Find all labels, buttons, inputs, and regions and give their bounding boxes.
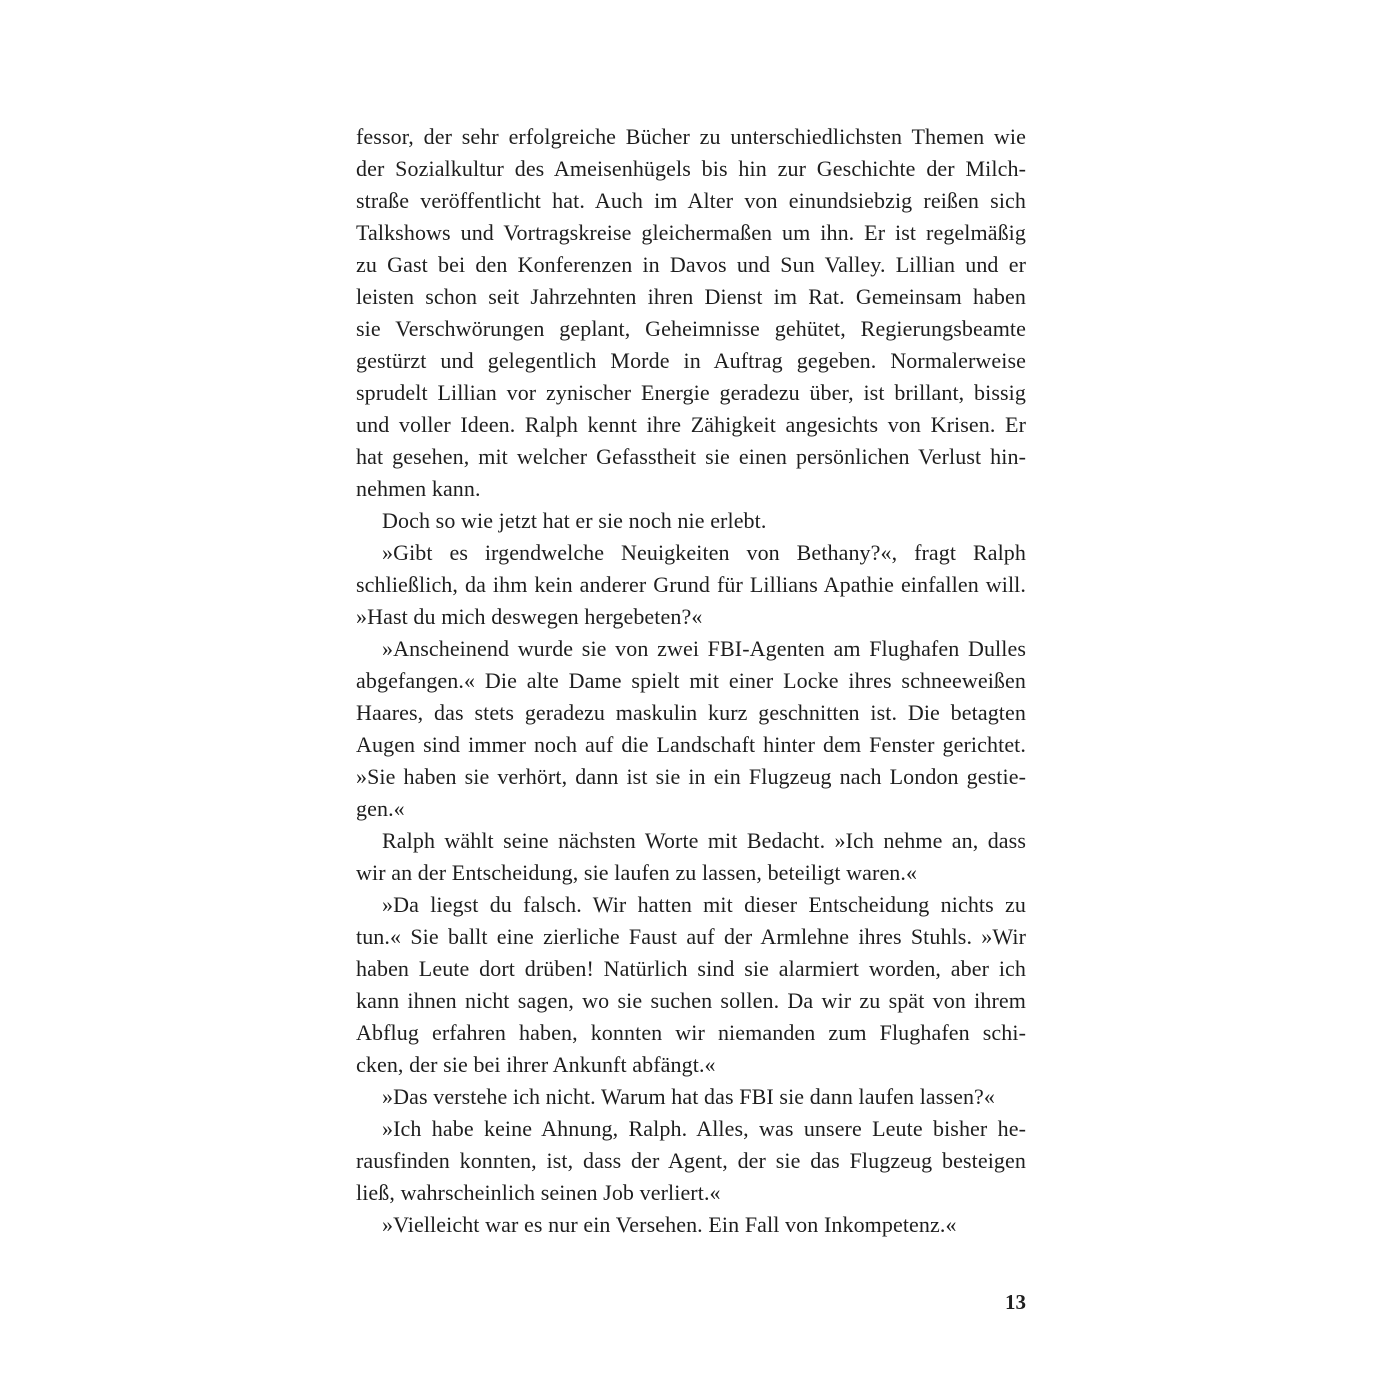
text-line: »Ich habe keine Ahnung, Ralph. Alles, was unsere Leute bisher he- <box>382 1116 1026 1141</box>
text-line: und voller Ideen. Ralph kennt ihre Zähigkeit angesichts von Krisen. Er <box>356 412 1026 437</box>
text-line: Doch so wie jetzt hat er sie noch nie erlebt. <box>382 508 767 533</box>
text-line: »Das verstehe ich nicht. Warum hat das FBI sie dann laufen lassen?« <box>382 1084 996 1109</box>
page-number: 13 <box>1005 1290 1026 1314</box>
text-line: Talkshows und Vortragskreise gleichermaßen um ihn. Er ist regelmäßig <box>356 220 1026 245</box>
text-line: »Sie haben sie verhört, dann ist sie in ein Flugzeug nach London gestie- <box>356 764 1026 789</box>
text-line: abgefangen.« Die alte Dame spielt mit einer Locke ihres schneeweißen <box>356 668 1026 693</box>
text-line: »Da liegst du falsch. Wir hatten mit dieser Entscheidung nichts zu <box>382 892 1026 917</box>
text-line: tun.« Sie ballt eine zierliche Faust auf der Armlehne ihres Stuhls. »Wir <box>356 924 1026 949</box>
text-line: »Hast du mich deswegen hergebeten?« <box>356 604 703 629</box>
text-line: haben Leute dort drüben! Natürlich sind sie alarmiert worden, aber ich <box>356 956 1026 981</box>
text-line: der Sozialkultur des Ameisenhügels bis hin zur Geschichte der Milch- <box>356 156 1026 181</box>
text-line: nehmen kann. <box>356 476 481 501</box>
text-line: rausfinden konnten, ist, dass der Agent, der sie das Flugzeug besteigen <box>356 1148 1026 1173</box>
text-line: hat gesehen, mit welcher Gefasstheit sie einen persönlichen Verlust hin- <box>356 444 1026 469</box>
text-line: straße veröffentlicht hat. Auch im Alter von einundsiebzig reißen sich <box>356 188 1026 213</box>
text-line: »Anscheinend wurde sie von zwei FBI-Agenten am Flughafen Dulles <box>382 636 1026 661</box>
text-line: gen.« <box>356 796 405 821</box>
text-line: kann ihnen nicht sagen, wo sie suchen sollen. Da wir zu spät von ihrem <box>356 988 1026 1013</box>
text-line: Ralph wählt seine nächsten Worte mit Bedacht. »Ich nehme an, dass <box>382 828 1026 853</box>
text-line: »Gibt es irgendwelche Neuigkeiten von Bethany?«, fragt Ralph <box>382 540 1026 565</box>
text-line: ließ, wahrscheinlich seinen Job verliert.« <box>356 1180 721 1205</box>
body-text <box>356 121 1026 1241</box>
text-line: leisten schon seit Jahrzehnten ihren Dienst im Rat. Gemeinsam haben <box>356 284 1026 309</box>
text-line: cken, der sie bei ihrer Ankunft abfängt.« <box>356 1052 716 1077</box>
text-line: »Vielleicht war es nur ein Versehen. Ein Fall von Inkompetenz.« <box>382 1212 957 1237</box>
text-line: gestürzt und gelegentlich Morde in Auftrag gegeben. Normalerweise <box>356 348 1026 373</box>
text-line: fessor, der sehr erfolgreiche Bücher zu unterschiedlichsten Themen wie <box>356 124 1026 149</box>
text-line: wir an der Entscheidung, sie laufen zu lassen, beteiligt waren.« <box>356 860 918 885</box>
text-line: zu Gast bei den Konferenzen in Davos und Sun Valley. Lillian und er <box>356 252 1026 277</box>
text-line: schließlich, da ihm kein anderer Grund für Lillians Apathie einfallen will. <box>356 572 1026 597</box>
text-line: Abflug erfahren haben, konnten wir niemanden zum Flughafen schi- <box>356 1020 1026 1045</box>
text-line: Augen sind immer noch auf die Landschaft hinter dem Fenster gerichtet. <box>356 732 1026 757</box>
text-line: sie Verschwörungen geplant, Geheimnisse gehütet, Regierungsbeamte <box>356 316 1026 341</box>
text-line: sprudelt Lillian vor zynischer Energie geradezu über, ist brillant, bissig <box>356 380 1026 405</box>
text-line: Haares, das stets geradezu maskulin kurz geschnitten ist. Die betagten <box>356 700 1026 725</box>
